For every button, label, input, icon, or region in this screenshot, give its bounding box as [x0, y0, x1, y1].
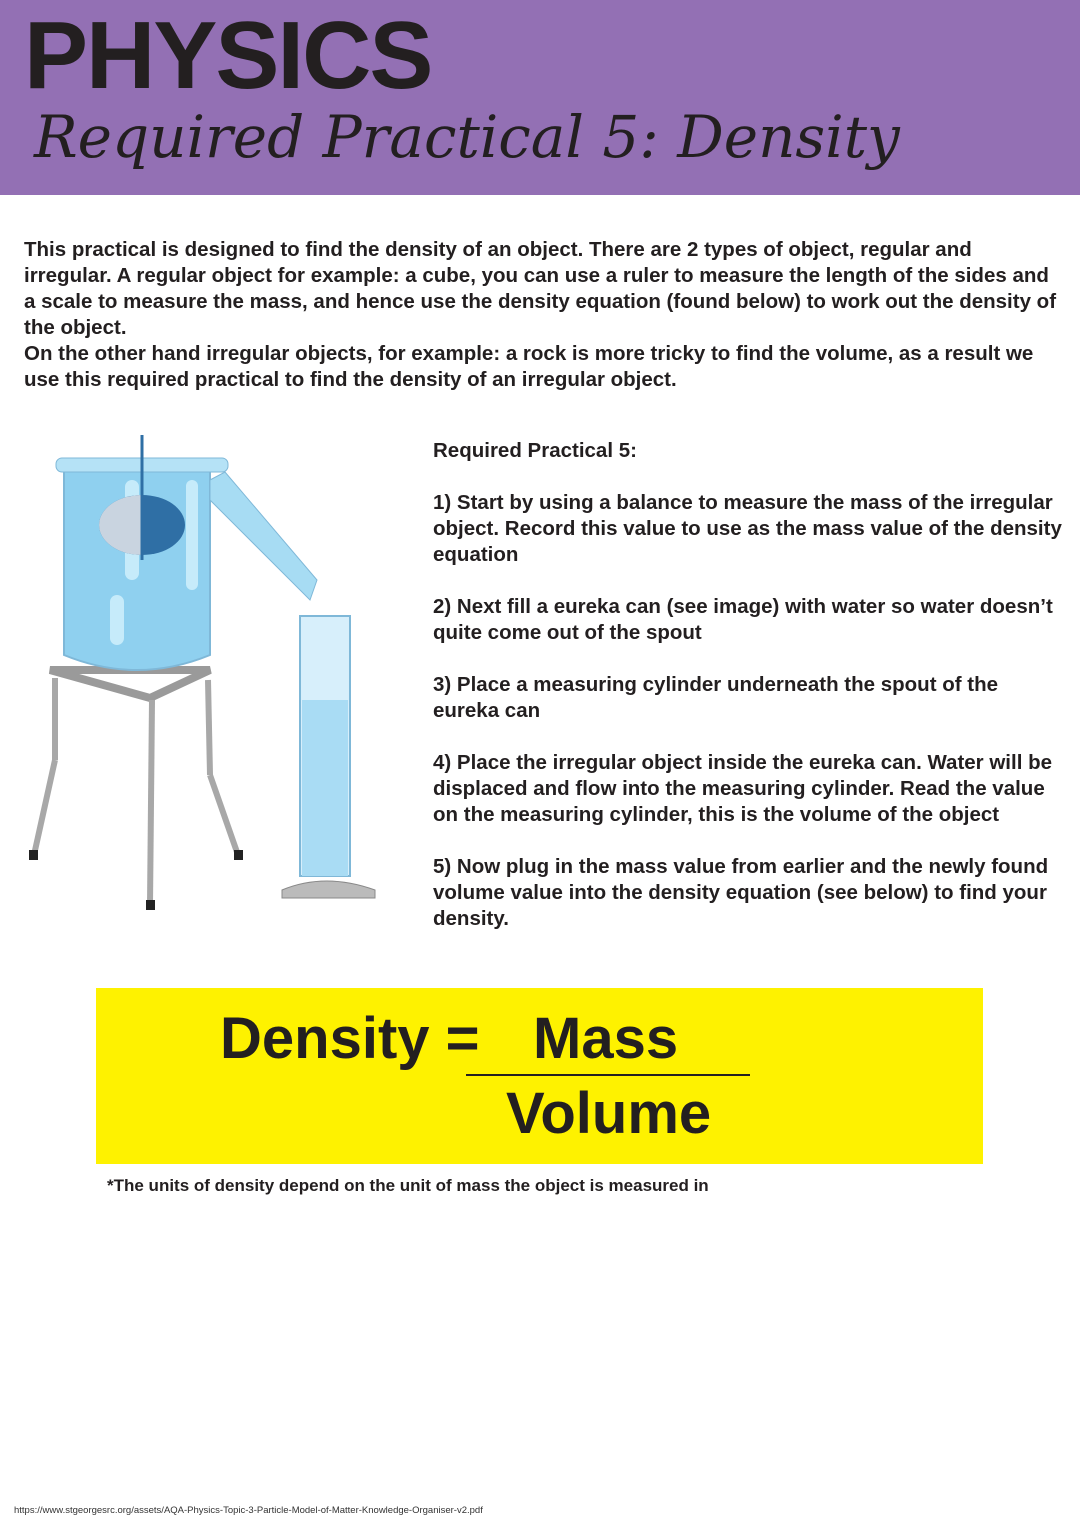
tripod-stand-icon	[29, 670, 243, 910]
equation-denominator: Volume	[506, 1081, 712, 1146]
page-title: PHYSICS	[24, 2, 432, 109]
measuring-cylinder-icon	[282, 616, 375, 898]
page-subtitle: Required Practical 5: Density	[34, 103, 900, 171]
fraction-line	[466, 1074, 750, 1076]
intro-paragraph-2: On the other hand irregular objects, for example: a rock is more tricky to find the volume, as a result we use this required practical to find the density of an irregular object.	[24, 342, 1034, 391]
equation-lhs: Density =	[220, 1006, 480, 1071]
step-4: 4) Place the irregular object inside the eureka can. Water will be displaced and flow into the measuring cylinder. Read the value on the measuring cylinder, this is the volume of the object	[433, 751, 1053, 826]
source-url: https://www.stgeorgesrc.org/assets/AQA-Physics-Topic-3-Particle-Model-of-Matter-Knowledge-Organiser-v2.pdf	[14, 1505, 483, 1516]
practical-heading: Required Practical 5:	[433, 439, 637, 462]
step-2: 2) Next fill a eureka can (see image) with water so water doesn’t quite come out of the spout	[433, 595, 1053, 644]
step-5: 5) Now plug in the mass value from earlier and the newly found volume value into the density equation (see below) to find your density.	[433, 855, 1049, 930]
header-banner	[0, 0, 1080, 195]
eureka-can-illustration	[20, 420, 400, 920]
step-1: 1) Start by using a balance to measure the mass of the irregular object. Record this value to use as the mass value of the density equation	[433, 491, 1062, 566]
step-3: 3) Place a measuring cylinder underneath the spout of the eureka can	[433, 673, 999, 722]
practical-steps	[433, 438, 1063, 958]
intro-paragraph-1: This practical is designed to find the density of an object. There are 2 types of object, regular and irregular. A regular object for example: a cube, you can use a ruler to measure the length of the sides and a scale to measure the mass, and hence use the density equation (found below) to work out the density of the object.	[24, 238, 1057, 339]
eureka-can-icon	[56, 435, 317, 670]
units-note: *The units of density depend on the unit of mass the object is measured in	[107, 1176, 709, 1195]
density-equation-box	[96, 988, 983, 1164]
equation-numerator: Mass	[533, 1006, 679, 1071]
